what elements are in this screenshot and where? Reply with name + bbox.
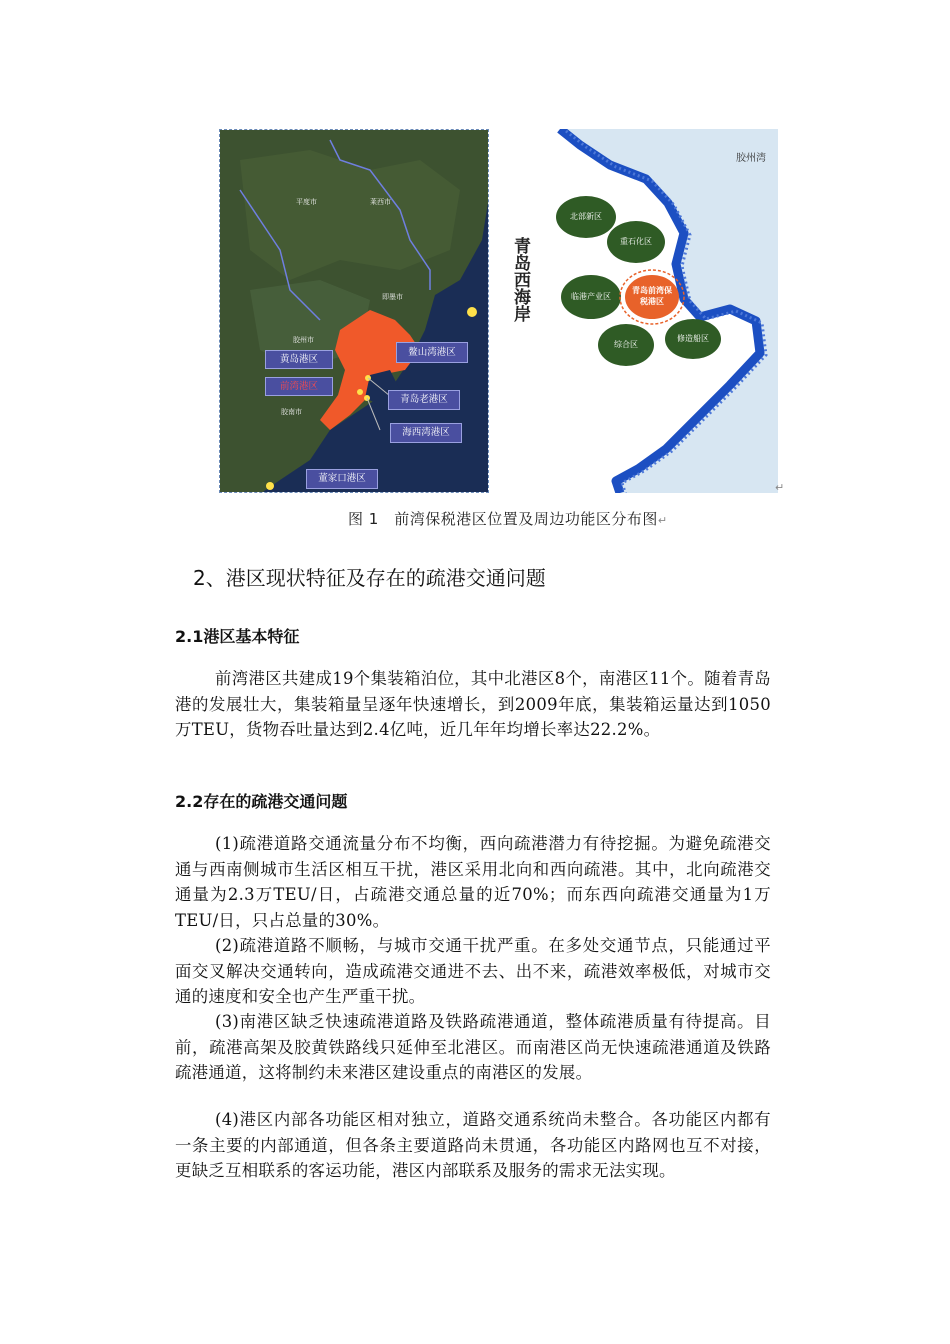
problem-paragraph-4 [175,1107,771,1184]
problem-paragraph-1 [175,831,771,933]
paragraph-mark-icon: ↵ [775,481,785,494]
label-pingdu: 平度市 [296,198,317,206]
location-map [219,129,489,493]
label-jiaonan: 胶南市 [281,408,302,416]
zone-label-north: 北部新区 [570,212,602,221]
figure-caption [348,508,668,529]
zone-label-shipbuilding: 修造船区 [677,334,709,343]
section-heading: 2、港区现状特征及存在的疏港交通问题 [193,566,546,590]
label-haixiwan: 海西湾港区 [390,423,462,443]
label-laixi: 莱西市 [370,198,391,206]
subsection-heading-2-1: 2.1港区基本特征 [175,627,300,646]
problem-paragraph-2 [175,933,771,1010]
paragraph-2-1-text: 前湾港区共建成19个集装箱泊位，其中北港区8个，南港区11个。随着青岛港的发展壮大，集装箱量呈逐年快速增长，到2009年底，集装箱运量达到1050万TEU，货物吞吐量达到2.4亿吨，近几年年均增长率达22.2%。 [175,669,771,740]
problem-paragraph-4-text: (4)港区内部各功能区相对独立，道路交通系统尚未整合。各功能区内都有一条主要的内部通道，但各条主要道路尚未贯通，各功能区内路网也互不对接，更缺乏互相联系的客运功能，港区内部联系及服务的需求无法实现。 [175,1110,771,1181]
paragraph-mark-icon: ↵ [657,514,668,527]
subsection-heading-2-2: 2.2存在的疏港交通问题 [175,792,348,811]
label-laoshan: 鳌山湾港区 [396,342,468,363]
zone-label-bonded: 青岛前湾保税港区 [632,286,672,306]
port-marker [357,389,363,395]
label-huangdao: 黄岛港区 [265,350,333,369]
label-jimo: 即墨市 [382,293,403,301]
zone-label-comprehensive: 综合区 [614,340,638,349]
function-zone-map [498,129,778,493]
paragraph-2-1 [175,666,771,743]
problem-paragraph-3-text: (3)南港区缺乏快速疏港道路及铁路疏港通道，整体疏港质量有待提高。目前，疏港高架及胶黄铁路线只延伸至北港区。而南港区尚无快速疏港通道及铁路疏港通道，这将制约未来港区建设重点的南港区的发展。 [175,1012,771,1083]
zone-label-industry: 临港产业区 [571,292,611,301]
port-marker [467,307,477,317]
figure-caption-text: 图 1 前湾保税港区位置及周边功能区分布图 [348,510,658,528]
label-dongjiakou: 董家口港区 [306,469,378,489]
label-jiaozhou: 胶州市 [293,336,314,344]
problem-paragraph-3 [175,1009,771,1086]
problem-paragraph-2-text: (2)疏港道路不顺畅，与城市交通干扰严重。在多处交通节点，只能通过平面交叉解决交通转向，造成疏港交通进不去、出不来，疏港效率极低，对城市交通的速度和安全也产生严重干扰。 [175,936,771,1007]
problem-paragraph-1-text: (1)疏港道路交通流量分布不均衡，西向疏港潜力有待挖掘。为避免疏港交通与西南侧城市生活区相互干扰，港区采用北向和西向疏港。其中，北向疏港交通量为2.3万TEU/日，占疏港交通总量的近70%；而东西向疏港交通量为1万TEU/日，只占总量的30%。 [175,834,771,930]
label-qianwan: 前湾港区 [265,377,333,396]
function-zone-map-svg [498,129,778,493]
label-old-port: 青岛老港区 [388,390,460,410]
label-coast: 青岛西海岸 [510,237,530,322]
label-bay: 胶州湾 [736,153,766,164]
port-marker [266,482,274,490]
zone-label-heavy: 重石化区 [620,237,652,246]
